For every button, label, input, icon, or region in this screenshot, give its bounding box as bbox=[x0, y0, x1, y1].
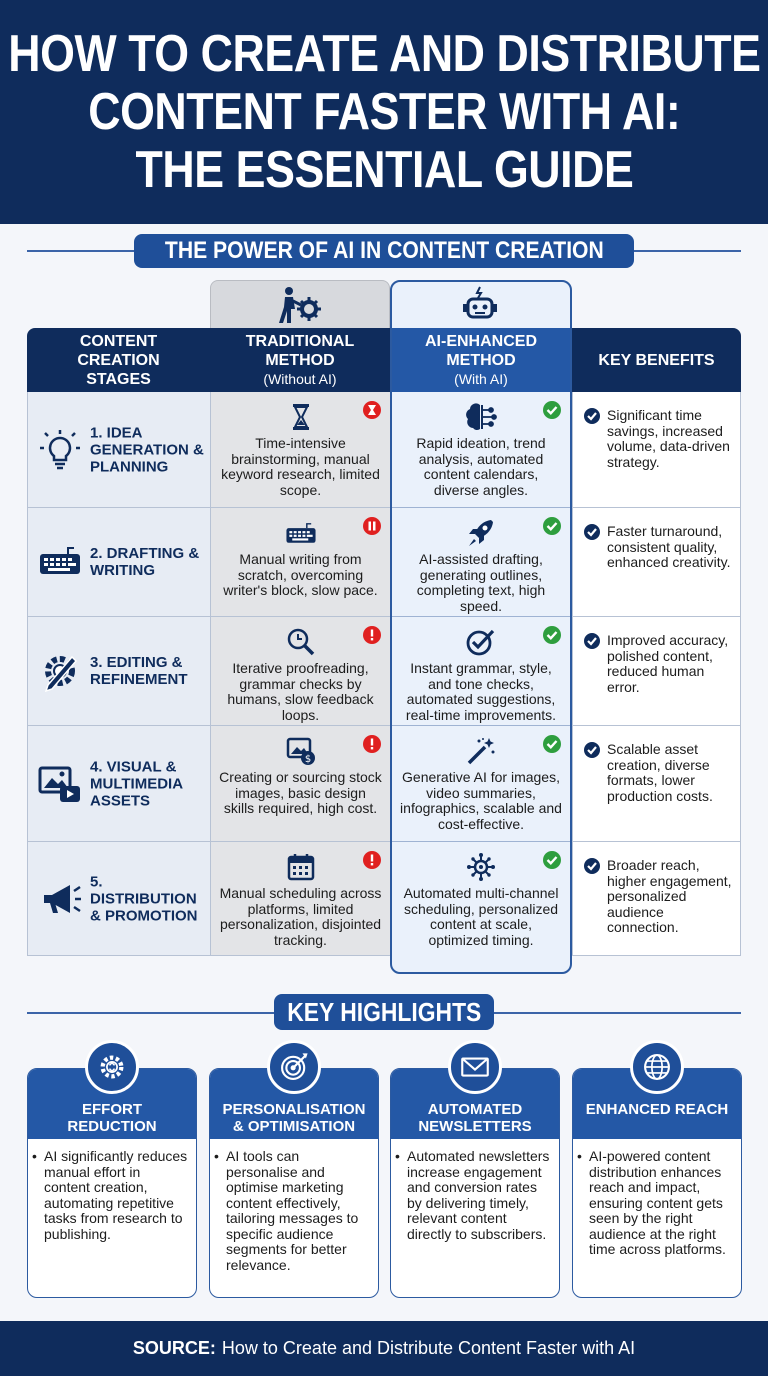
stage-label: 4. VISUAL & MULTIMEDIA ASSETS bbox=[90, 758, 183, 809]
header-benefits: KEY BENEFITS bbox=[572, 328, 741, 392]
traditional-text: Time-intensive brainstorming, manual keyword research, limited scope. bbox=[221, 435, 380, 498]
highlight-card bbox=[572, 1068, 742, 1298]
stage-cell bbox=[27, 842, 210, 956]
table-row bbox=[27, 617, 741, 726]
success-badge-icon bbox=[542, 516, 562, 536]
benefit-cell bbox=[572, 842, 741, 956]
stage-cell bbox=[27, 617, 210, 726]
ai-cell bbox=[392, 726, 570, 842]
page-header bbox=[0, 0, 768, 224]
highlight-card bbox=[209, 1068, 379, 1298]
keyboard-icon bbox=[285, 518, 317, 548]
traditional-tab bbox=[210, 280, 390, 328]
warning-badge-icon bbox=[362, 625, 382, 645]
benefit-text: Significant time savings, increased volume, data-driven strategy. bbox=[607, 407, 730, 470]
traditional-cell bbox=[210, 617, 390, 726]
highlight-title: EFFORT REDUCTION bbox=[67, 1101, 157, 1135]
title-line-3: THE ESSENTIAL GUIDE bbox=[135, 141, 633, 199]
benefit-text: Faster turnaround, consistent quality, enhanced creativity. bbox=[607, 523, 731, 570]
ai-text: Automated multi-channel scheduling, personalized content at scale, optimized timing. bbox=[403, 885, 559, 948]
hourglass-icon bbox=[285, 402, 317, 432]
table-row bbox=[27, 392, 741, 508]
gear-arrows-icon bbox=[85, 1040, 139, 1094]
source-text: How to Create and Distribute Content Faster with AI bbox=[221, 1338, 636, 1358]
stage-label: 5. DISTRIBUTION & PROMOTION bbox=[90, 873, 198, 924]
table-row bbox=[27, 842, 741, 956]
ai-text: Generative AI for images, video summaries, infographics, scalable and cost-effective. bbox=[400, 769, 562, 832]
warning-badge-icon bbox=[362, 850, 382, 870]
traditional-text: Manual writing from scratch, overcoming writer's block, slow pace. bbox=[223, 551, 378, 598]
keyboard-icon bbox=[38, 540, 82, 584]
ai-text: Rapid ideation, trend analysis, automated content calendars, diverse angles. bbox=[416, 435, 546, 498]
check-circle-icon bbox=[465, 627, 497, 657]
gear-pencil-icon bbox=[38, 649, 82, 693]
highlight-card bbox=[390, 1068, 560, 1298]
table-row bbox=[27, 508, 741, 617]
stage-label: 3. EDITING & REFINEMENT bbox=[90, 654, 188, 688]
target-icon bbox=[267, 1040, 321, 1094]
source-label: SOURCE: bbox=[132, 1338, 216, 1358]
benefit-cell bbox=[572, 392, 741, 508]
traditional-text: Creating or sourcing stock images, basic design skills required, high cost. bbox=[219, 769, 382, 816]
highlight-text: • AI-powered content distribution enhances reach and impact, ensuring content gets seen by the right audience at the right time across platforms. bbox=[589, 1149, 733, 1258]
success-badge-icon bbox=[542, 850, 562, 870]
megaphone-icon bbox=[38, 877, 82, 921]
ai-cell bbox=[392, 842, 570, 956]
globe-icon bbox=[630, 1040, 684, 1094]
highlight-card bbox=[27, 1068, 197, 1298]
ai-cell bbox=[392, 617, 570, 726]
traditional-cell bbox=[210, 726, 390, 842]
benefit-cell bbox=[572, 508, 741, 617]
check-icon bbox=[583, 632, 601, 650]
highlight-title: ENHANCED REACH bbox=[585, 1101, 729, 1118]
success-badge-icon bbox=[542, 734, 562, 754]
benefit-text: Broader reach, higher engagement, personalized audience connection. bbox=[607, 857, 732, 935]
highlight-text: • Automated newsletters increase engagement and conversion rates by delivering timely, relevant content directly to subscribers. bbox=[407, 1149, 551, 1242]
highlight-title: PERSONALISATION & OPTIMISATION bbox=[222, 1101, 366, 1135]
traditional-cell bbox=[210, 842, 390, 956]
benefit-text: Improved accuracy, polished content, reduced human error. bbox=[607, 632, 729, 695]
ai-text: Instant grammar, style, and tone checks, automated suggestions, real-time improvements. bbox=[405, 660, 557, 723]
success-badge-icon bbox=[542, 625, 562, 645]
warning-badge-icon bbox=[362, 734, 382, 754]
magic-wand-icon bbox=[465, 736, 497, 766]
check-icon bbox=[583, 741, 601, 759]
traditional-text: Manual scheduling across platforms, limited personalization, disjointed tracking. bbox=[219, 885, 382, 948]
highlight-text: • AI significantly reduces manual effort in content creation, automating repetitive tasks from research to publishing. bbox=[44, 1149, 188, 1242]
check-icon bbox=[583, 523, 601, 541]
media-icon bbox=[38, 762, 82, 806]
table-row bbox=[27, 726, 741, 842]
stage-label: 1. IDEA GENERATION & PLANNING bbox=[90, 424, 204, 475]
warning-badge-icon bbox=[362, 400, 382, 420]
traditional-text: Iterative proofreading, grammar checks by humans, slow feedback loops. bbox=[227, 660, 374, 723]
highlight-title: AUTOMATED NEWSLETTERS bbox=[418, 1101, 532, 1135]
robot-icon bbox=[460, 285, 500, 325]
stage-cell bbox=[27, 508, 210, 617]
stage-cell bbox=[27, 392, 210, 508]
header-stages: CONTENT CREATION STAGES bbox=[27, 328, 210, 392]
envelope-icon bbox=[448, 1040, 502, 1094]
title-line-1: HOW TO CREATE AND DISTRIBUTE bbox=[7, 25, 761, 83]
benefit-text: Scalable asset creation, diverse formats, lower production costs. bbox=[607, 741, 713, 804]
traditional-cell bbox=[210, 392, 390, 508]
title-line-2: CONTENT FASTER WITH AI: bbox=[87, 83, 681, 141]
check-icon bbox=[583, 857, 601, 875]
image-dollar-icon bbox=[285, 736, 317, 766]
brain-icon bbox=[465, 402, 497, 432]
header-ai: AI-ENHANCED METHOD (With AI) bbox=[392, 328, 570, 392]
network-icon bbox=[465, 852, 497, 882]
stage-cell bbox=[27, 726, 210, 842]
highlight-text: • AI tools can personalise and optimise marketing content effectively, tailoring messages to specific audience segments for better relevance. bbox=[226, 1149, 370, 1273]
benefit-cell bbox=[572, 726, 741, 842]
stage-label: 2. DRAFTING & WRITING bbox=[90, 545, 200, 579]
section-title-power: THE POWER OF AI IN CONTENT CREATION bbox=[134, 234, 634, 268]
warning-badge-icon bbox=[362, 516, 382, 536]
check-icon bbox=[583, 407, 601, 425]
success-badge-icon bbox=[542, 400, 562, 420]
lightbulb-icon bbox=[38, 428, 82, 472]
svg-text:$: $ bbox=[304, 754, 311, 765]
footer-source bbox=[0, 1321, 768, 1376]
section-title-highlights: KEY HIGHLIGHTS bbox=[274, 994, 494, 1030]
worker-gear-icon bbox=[277, 285, 323, 325]
traditional-cell bbox=[210, 508, 390, 617]
header-traditional: TRADITIONAL METHOD (Without AI) bbox=[210, 328, 390, 392]
calendar-icon bbox=[285, 852, 317, 882]
rocket-icon bbox=[465, 518, 497, 548]
ai-cell bbox=[392, 508, 570, 617]
ai-cell bbox=[392, 392, 570, 508]
magnifier-icon bbox=[285, 627, 317, 657]
benefit-cell bbox=[572, 617, 741, 726]
ai-text: AI-assisted drafting, generating outlines, completing text, high speed. bbox=[416, 551, 546, 614]
